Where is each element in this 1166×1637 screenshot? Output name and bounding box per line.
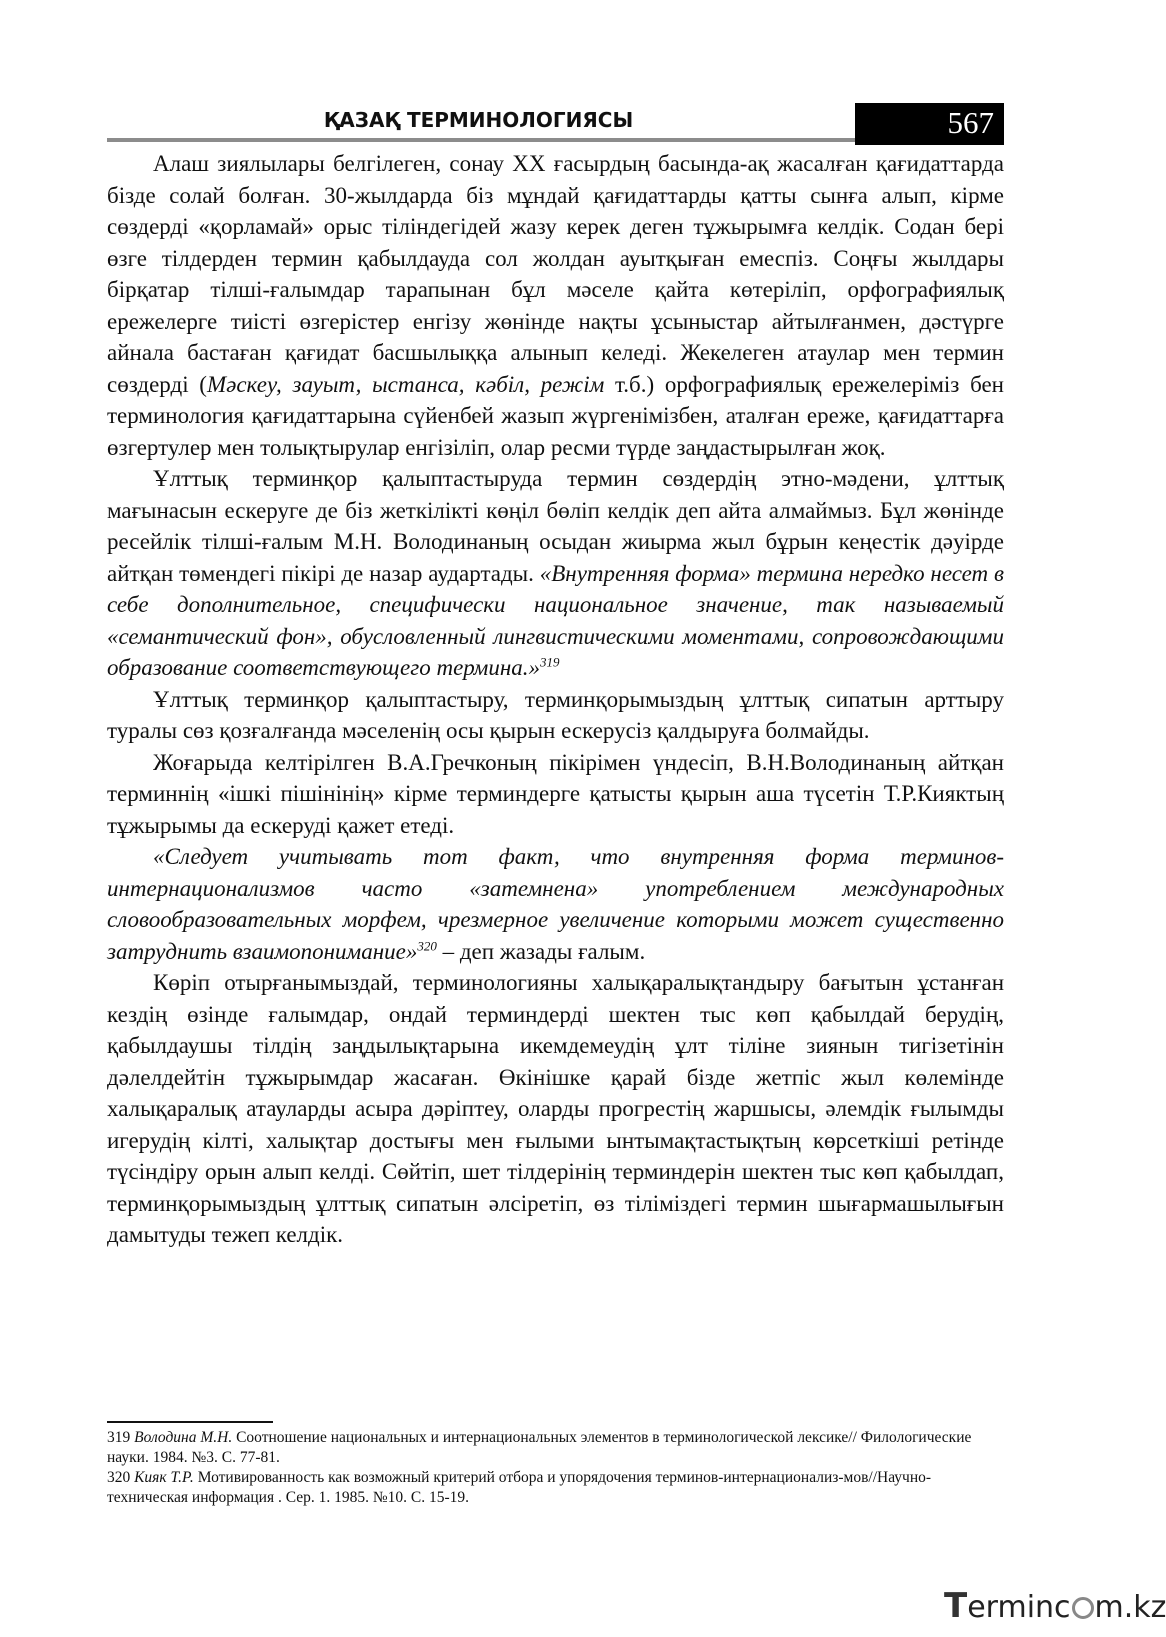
paragraph-2-quote: «Внутренняя форма» термина нередко несет в себе дополнительное, специфически национальное значение, так называемый «семантический фон», обусловленный лингвистическими моментами, сопровождающими образование соответствующего термина.» [107,560,1004,680]
footnote-ref-320: 320 [417,937,437,953]
paragraph-2 [107,463,1004,684]
footnote-text: Мотивированность как возможный критерий отбора и упорядочения терминов-интернационализ-мов//Научно-техническая информация . Сер. 1. 1985. №10. С. 15-19. [107,1469,932,1506]
paragraph-4: Жоғарыда келтірілген В.А.Гречконың пікірімен үндесіп, В.Н.Володинаның айтқан терминнің «ішкі пішінінің» кірме терминдерге қатысты қырын аша түсетін Т.Р.Кияктың тұжырымы да ескеруді қажет етеді. [107,749,1004,838]
body-text [107,148,1004,1251]
footnote-ref-319: 319 [539,654,560,670]
paragraph-6: Көріп отырғанымыздай, терминологияны халықаралықтандыру бағытын ұстанған кездің өзінде ғалымдар, ондай терминдерді шектен тыс көп қабылдай берудің, қабылдаушы тілдің заңдылықтарына икемдемеудің ұлт тіліне зиянын тигізетінін дәлелдейтін тұжырымдар жасаған. Өкінішке қарай бізде жетпіс жыл көлемінде халықаралық атауларды асыра дәріптеу, оларды прогрестің жаршысы, әлемдік ғылымды игерудің кілті, халықтар достығы мен ғылыми ынтымақтастықтың көрсеткіші ретінде түсіндіру орын алып келді. Сөйтіп, шет тілдерінің терминдерін шектен тыс көп қабылдап, терминқорымыздың ұлттық сипатын әлсіретіп, өз тіліміздегі термин шығармашылығын дамытуды тежеп келдік. [107,970,1004,1247]
footnotes [107,1428,1004,1508]
footnote-text: Соотношение национальных и интернациональных элементов в терминологической лексике// Филологические науки. 1984. №3. С. 77-81. [107,1429,972,1466]
paragraph-5-end: – деп жазады ғалым. [436,938,646,964]
footnote-author: Кияк Т.Р. [134,1469,194,1486]
running-title: ҚАЗАҚ ТЕРМИНОЛОГИЯСЫ [323,108,634,132]
magnifier-icon [1072,1597,1094,1619]
footnote-319 [107,1428,1004,1468]
page-number: 567 [947,105,994,140]
footnote-320 [107,1468,1004,1508]
header-rule [107,138,855,142]
watermark-end: m.kz [1094,1590,1166,1625]
paragraph-3: Ұлттық терминқор қалыптастыру, терминқорымыздың ұлттық сипатын арттыру туралы сөз қозғалғанда мәселенің осы қырын ескерусіз қалдыруға болмайды. [107,686,1004,743]
footnote-rule [107,1421,273,1423]
footnote-number: 320 [107,1469,131,1486]
footnote-author: Володина М.Н. [134,1429,233,1446]
watermark-t: T [944,1586,968,1626]
paragraph-1 [107,148,1004,463]
paragraph-1-examples: Мәскеу, зауыт, ыстанса, кәбіл, режім [206,371,605,397]
paragraph-5 [107,841,1004,967]
paragraph-5-quote: «Следует учитывать тот факт, что внутренняя форма терминов-интернационализмов часто «затемнена» употреблением международных словообразовательных морфем, чрезмерное увеличение которыми может существенно затруднить взаимопонимание» [107,844,1004,964]
page-header [107,103,1004,145]
watermark-logo [944,1586,1166,1626]
page-number-box [855,103,1004,145]
paragraph-2-text: Ұлттық терминқор қалыптастыруда термин сөздердің этно-мәдени, ұлттық мағынасын ескеруге де біз жеткілікті көңіл бөліп келдік деп айта алмаймыз. Бұл жөнінде ресейлік тілші-ғалым М.Н. Володинаның осыдан жиырма жыл бұрын кеңестік дәуірде айтқан төмендегі пікірі де назар аудартады. [107,466,1004,586]
paragraph-1-text: Алаш зиялылары белгілеген, сонау XX ғасырдың басында-ақ жасалған қағидаттарда бізде солай болған. 30-жылдарда біз мұндай қағидаттарды қатты сынға алып, кірме сөздерді «қорламай» орыс тіліндегідей жазу керек деген тұжырымға келдік. Содан бері өзге тілдерден термин қабылдауда сол жолдан ауытқыған емеспіз. Соңғы жылдары бірқатар тілші-ғалымдар тарапынан бұл мәселе қайта көтеріліп, орфографиялық ережелерге тиісті өзгерістер енгізу жөнінде нақты ұсыныстар айтылғанмен, дәстүрге айнала бастаған қағидат басшылыққа алынып келеді. Жекелеген атаулар мен термин сөздерді ( [107,151,1004,397]
watermark-mid: erminc [967,1590,1071,1625]
paragraph-1-end: т.б.) орфографиялық ережелеріміз бен терминология қағидаттарына сүйенбей жазып жүргенімізбен, аталған ереже, қағидаттарға өзгертулер мен толықтырулар енгізіліп, олар ресми түрде заңдастырылған жоқ. [107,371,1004,460]
footnote-number: 319 [107,1429,131,1446]
